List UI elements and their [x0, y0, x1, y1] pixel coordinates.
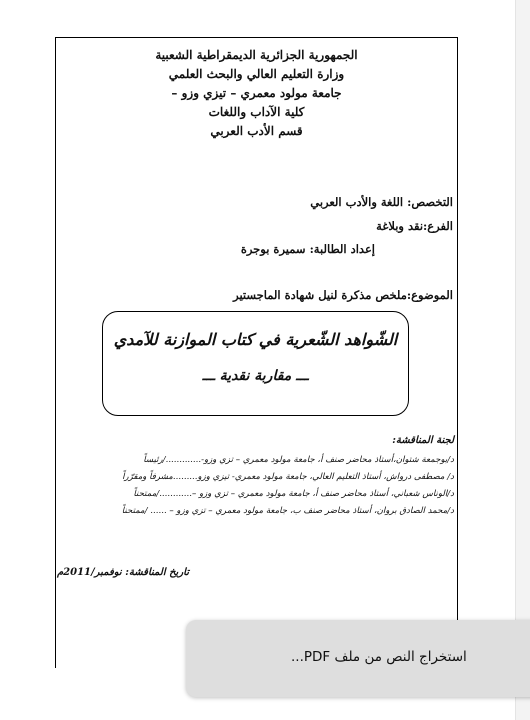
header-line-department: قسم الأدب العربي	[210, 124, 303, 138]
prepared-by-line: إعداد الطالبة: سميرة بوجرة	[240, 242, 375, 256]
committee-members-list	[56, 452, 454, 520]
specialty-line: التخصص: اللغة والأدب العربي	[310, 195, 453, 209]
institution-header	[56, 46, 457, 141]
discussion-date: تاريخ المناقشة: نوفمبر/2011م	[56, 567, 189, 578]
header-line-republic: الجمهورية الجزائرية الديمقراطية الشعبية	[155, 48, 358, 62]
thesis-title: الشّواهد الشّعرية في كتاب الموازنة للآمدي	[113, 330, 398, 349]
thesis-title-box	[102, 311, 409, 416]
subject-line: الموضوع:ملخص مذكرة لنيل شهادة الماجستير	[233, 288, 453, 302]
committee-heading: لجنة المناقشة:	[392, 435, 454, 446]
toast-message: استخراج النص من ملف PDF...	[291, 649, 467, 665]
thesis-subtitle: ـــ مقاربة نقدية ـــ	[202, 368, 309, 384]
committee-member: د/محمد الصادق بروان، أستاذ محاضر صنف ب، جامعة مولود معمري – تزي وزو – ...... /ممتحناً	[121, 506, 454, 516]
document-page	[55, 37, 458, 668]
branch-line: الفرع:نقد وبلاغة	[376, 219, 453, 233]
vertical-scrollbar[interactable]	[515, 0, 530, 720]
committee-member: د/الوناس شعباني، أستاذ محاضر صنف أ، جامعة مولود معمري – تزي وزو –............/ممتحناً	[133, 489, 454, 499]
extraction-status-toast	[186, 620, 530, 697]
committee-member: د/بوجمعة شتوان،أستاذ محاضر صنف أ، جامعة مولود معمري – تزي وزو-............./رئيساً	[143, 455, 454, 465]
committee-member: د/ مصطفى درواش، أستاذ التعليم العالي، جامعة مولود معمري- تيزي وزو.........مشرفاً ومقرّراً	[122, 472, 454, 482]
header-line-ministry: وزارة التعليم العالي والبحث العلمي	[168, 67, 345, 81]
header-line-faculty: كلية الآداب واللغات	[208, 105, 305, 119]
header-line-university: جامعة مولود معمري – تيزي وزو –	[171, 86, 342, 100]
